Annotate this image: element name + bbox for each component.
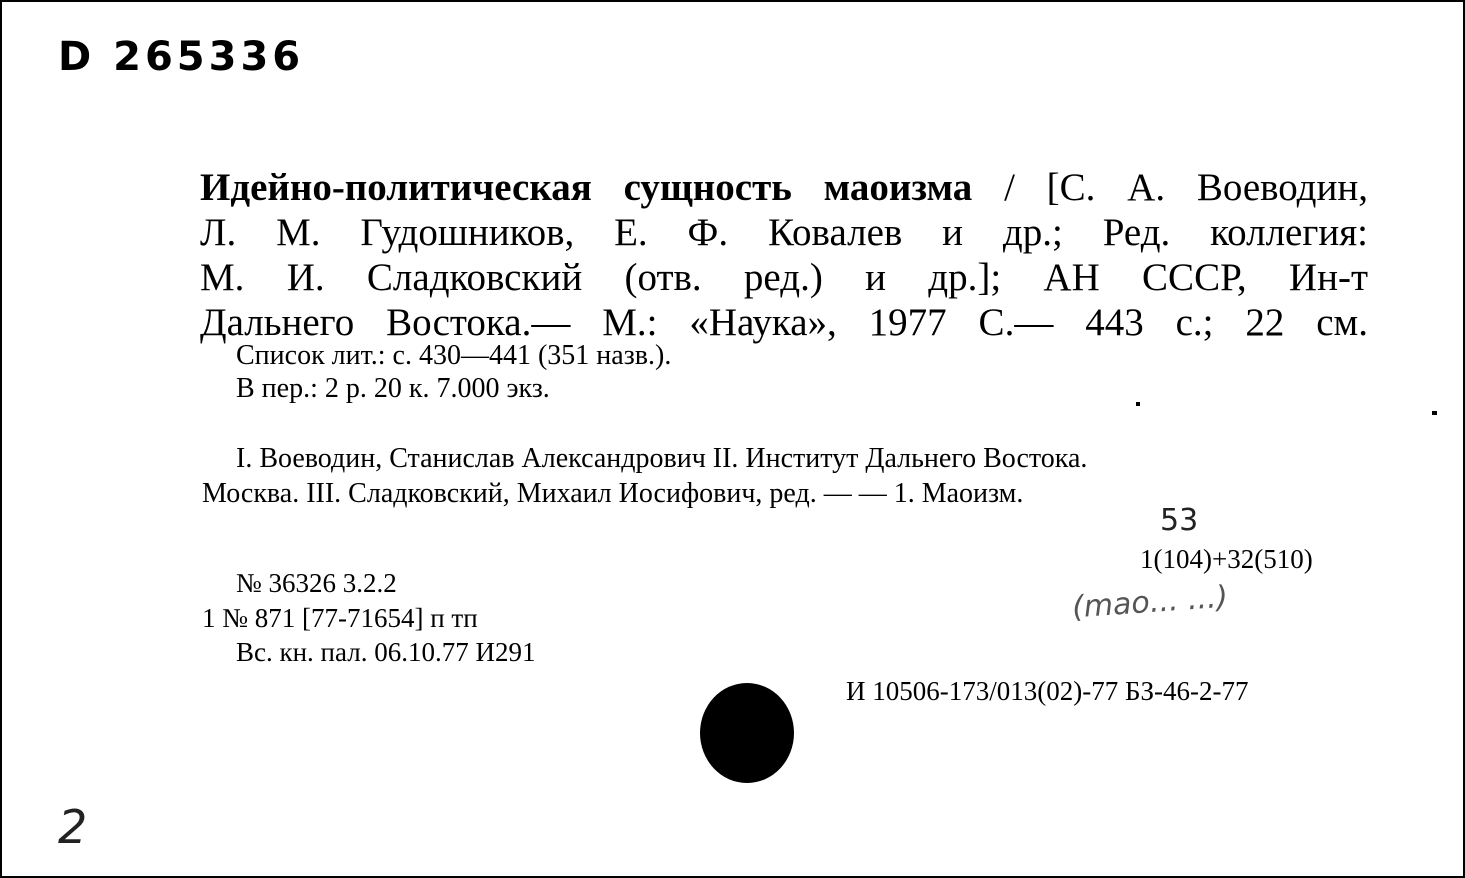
speck	[1432, 411, 1437, 415]
tracing-line-1: I. Воеводин, Станислав Александрович II. Институт Дальнего Востока.	[236, 443, 1088, 474]
tracing-line-2: Москва. III. Сладковский, Михаил Иосифович, ред. — — 1. Маоизм.	[202, 478, 1024, 509]
main-entry-line-1	[200, 165, 1368, 210]
main-entry	[200, 165, 1368, 345]
record-line-1: № 36326 3.2.2	[236, 568, 397, 598]
classification-index: 1(104)+32(510)	[1140, 544, 1313, 574]
main-entry-line-2: Л. М. Гудошников, Е. Ф. Ковалев и др.; Ред. коллегия:	[200, 211, 1368, 254]
authors-start: / [С. А. Воеводин,	[1004, 166, 1368, 209]
handwritten-note: (mao... ...)	[1070, 579, 1230, 626]
price-note: В пер.: 2 р. 20 к. 7.000 экз.	[236, 373, 550, 404]
punch-hole	[700, 683, 794, 783]
record-line-3: Вс. кн. пал. 06.10.77 И291	[236, 637, 536, 667]
record-line-2: 1 № 871 [77-71654] п тп	[202, 603, 478, 633]
bibliography-note: Список лит.: с. 430—441 (351 назв.).	[236, 340, 672, 371]
handwritten-code: 53	[1160, 503, 1199, 538]
corner-mark: 2	[58, 800, 88, 854]
book-title: Идейно-политическая сущность маоизма	[200, 166, 973, 209]
catalog-number: D 265336	[58, 34, 305, 80]
main-entry-line-4: Дальнего Востока.— М.: «Наука», 1977 С.— 443 с.; 22 см.	[200, 301, 1368, 344]
bottom-code: И 10506-173/013(02)-77 БЗ-46-2-77	[846, 676, 1249, 706]
speck	[1136, 402, 1140, 406]
main-entry-line-3: М. И. Сладковский (отв. ред.) и др.]; АН СССР, Ин-т	[200, 256, 1368, 299]
